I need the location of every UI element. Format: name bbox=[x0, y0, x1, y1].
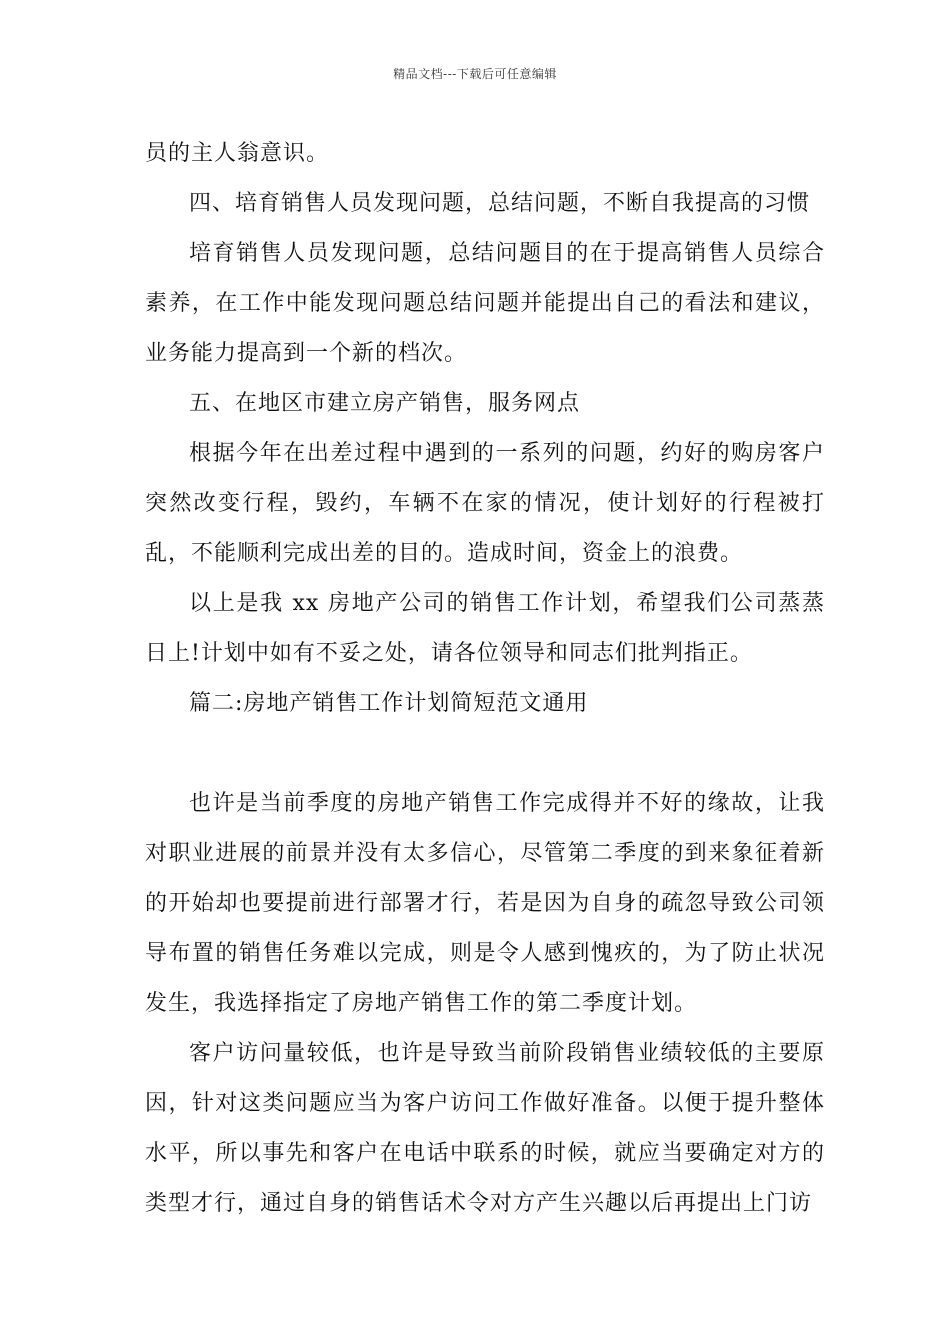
article-title: 篇二:房地产销售工作计划简短范文通用 bbox=[189, 691, 589, 716]
paragraph: 客户访问量较低，也许是导致当前阶段销售业绩较低的主要原因，针对这类问题应当为客户访问工作做好准备。以便于提升整体水平，所以事先和客户在电话中联系的时候，就应当要确定对方的类型才行，通过自身的销售话术令对方产生兴趣以后再提出上门访 bbox=[145, 1041, 825, 1216]
paragraph: 培育销售人员发现问题，总结问题目的在于提高销售人员综合素养，在工作中能发现问题总结问题并能提出自己的看法和建议，业务能力提高到一个新的档次。 bbox=[145, 241, 825, 366]
paragraph: 也许是当前季度的房地产销售工作完成得并不好的缘故，让我对职业进展的前景并没有太多信心，尽管第二季度的到来象征着新的开始却也要提前进行部署才行，若是因为自身的疏忽导致公司领导布置的销售任务难以完成，则是令人感到愧疚的，为了防止状况发生，我选择指定了房地产销售工作的第二季度计划。 bbox=[145, 791, 825, 1016]
paragraph-continuation: 员的主人翁意识。 bbox=[145, 141, 330, 166]
section-heading-5: 五、在地区市建立房产销售，服务网点 bbox=[189, 391, 581, 416]
paragraph: 根据今年在出差过程中遇到的一系列的问题，约好的购房客户突然改变行程，毁约，车辆不在家的情况，使计划好的行程被打乱，不能顺利完成出差的目的。造成时间，资金上的浪费。 bbox=[145, 441, 825, 566]
page-header: 精品文档---下载后可任意编辑 bbox=[393, 67, 557, 81]
document-body bbox=[145, 129, 825, 1229]
blank-line bbox=[145, 729, 825, 779]
section-heading-4: 四、培育销售人员发现问题，总结问题，不断自我提高的习惯 bbox=[189, 191, 811, 216]
paragraph: 以上是我 xx 房地产公司的销售工作计划，希望我们公司蒸蒸日上!计划中如有不妥之处，请各位领导和同志们批判指正。 bbox=[145, 591, 825, 666]
